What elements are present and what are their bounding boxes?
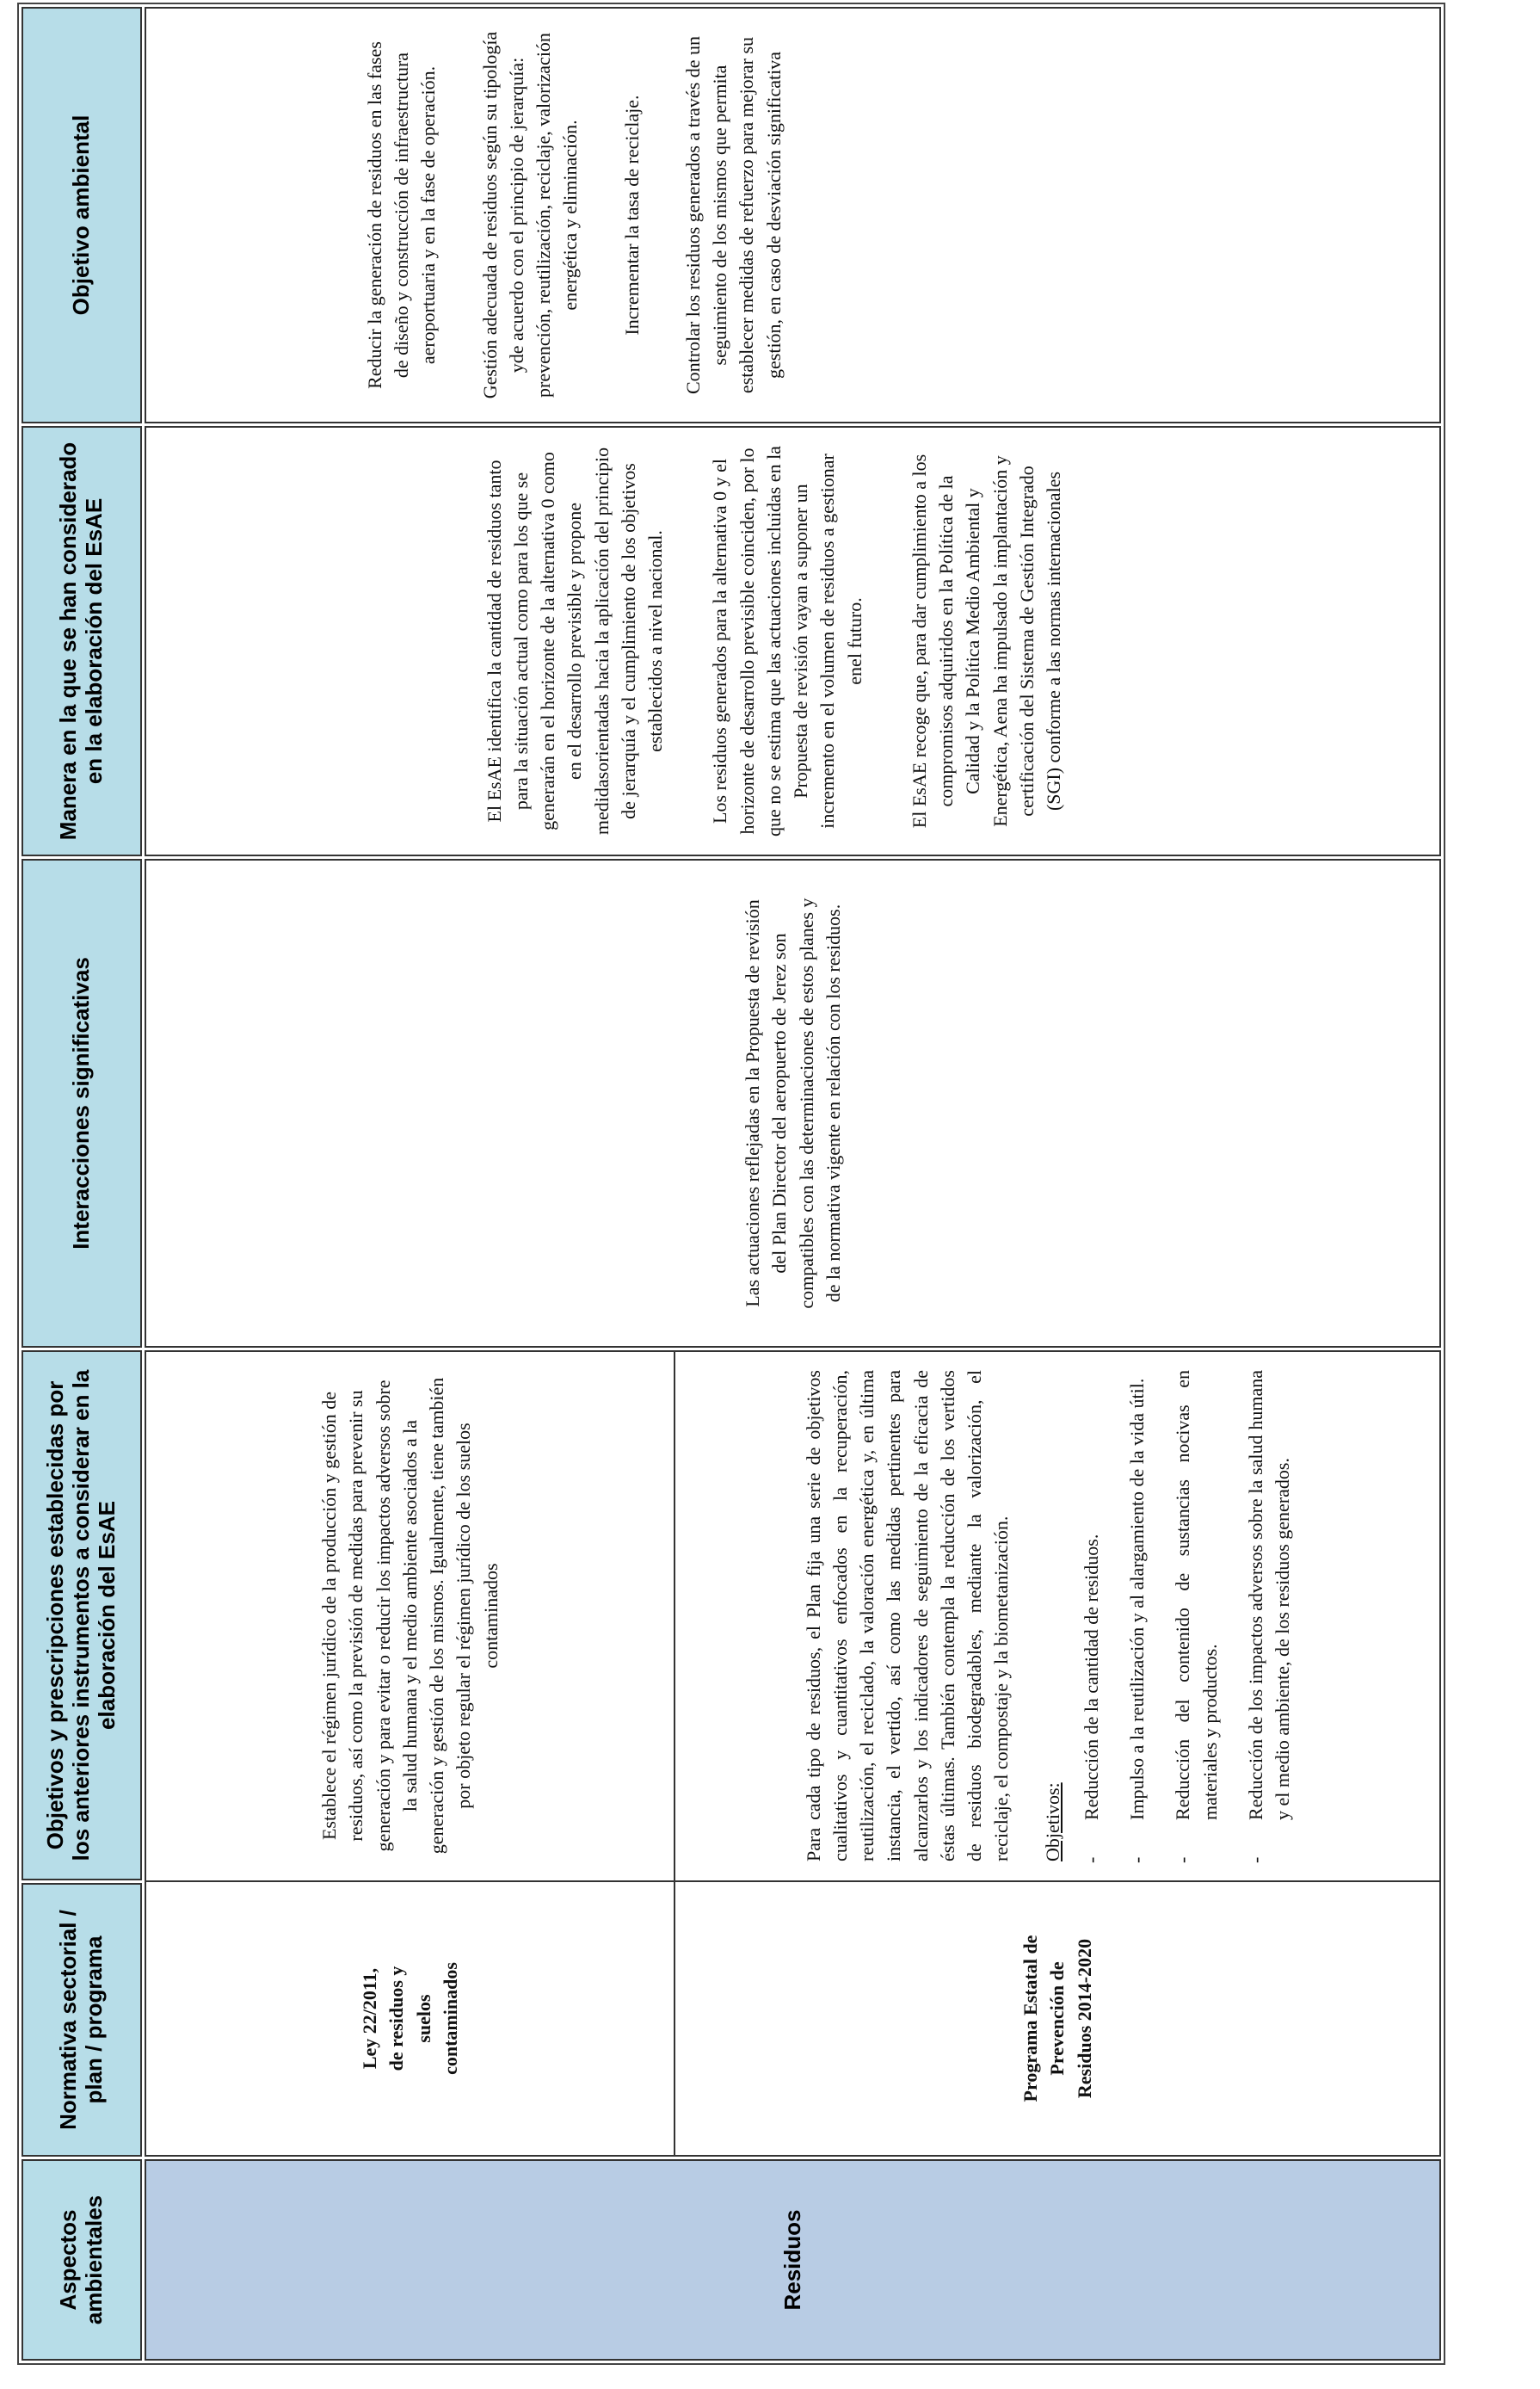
aspect-label: Residuos: [779, 2209, 805, 2311]
header-normativa: Normativa sectorial / plan / programa: [22, 1883, 142, 2157]
program-description: Para cada tipo de residuos, el Plan fija una serie de objetivos cualitativos y cuantitativos enfocados en la recuperación, reutilización, el reciclado, la valoración energética y, en última instancia, el vertido, así como las medidas pertinentes para alcanzarlos y los indicadores de seguimiento de la eficacia de éstas últimas. También contempla la reducción de los vertidos de residuos biodegradables, mediante la valorización, el reciclaje, el compostaje y la biometanización.: [802, 1370, 1013, 1861]
residuos-row: [145, 7, 1441, 2361]
manera-cell: [145, 426, 1441, 856]
objetivo-item: Reducir la generación de residuos en las fases de diseño y construcción de infraestructura aeroportuaria y en la fase de operación.: [364, 41, 440, 389]
laws-container: [145, 1350, 1441, 2157]
law-name-cell: [146, 1881, 675, 2155]
environmental-aspects-table: [17, 3, 1445, 2365]
laws-subtable: [146, 1351, 1439, 2155]
program-description-cell: [675, 1351, 1439, 1881]
header-interacciones: Interacciones significativas: [22, 859, 142, 1348]
objetivo-ambiental-cell: [145, 7, 1441, 423]
objective-item: - Reducción del contenido de sustancias nocivas en materiales y productos.: [1169, 1370, 1223, 1820]
law-description-cell: [146, 1351, 675, 1881]
objective-item: - Impulso a la reutilización y al alargamiento de la vida útil.: [1124, 1370, 1150, 1820]
header-objetivos: Objetivos y prescripciones establecidas por los anteriores instrumentos a considerar en la elaboración del EsAE: [22, 1350, 142, 1880]
law-row: [146, 1351, 675, 2155]
law-description: Establece el régimen jurídico de la producción y gestión de residuos, así como la previsión de medidas para prevenir su generación y para evitar o reducir los impactos adversos sobre la salud humana y el medio ambiente asociados a la generación y gestión de los mismos. Igualmente, tiene también por objeto regular el régimen jurídico de los suelos contaminados: [318, 1377, 502, 1855]
objective-item: - Reducción de la cantidad de residuos.: [1078, 1370, 1105, 1820]
objectives-list: [1078, 1351, 1296, 1880]
environmental-aspects-table-page: [17, 12, 1445, 2365]
program-name: Programa Estatal de Prevención de Residuos 2014-2020: [1019, 1935, 1095, 2102]
manera-paragraph: El EsAE recoge que, para dar cumplimiento a los compromisos adquiridos en la Política de la Calidad y la Política Medio Ambiental y Energética, Aena ha impulsado la implantación y certificación del Sistema de Gestión Integrado (SGI) conforme a las normas internacionales: [908, 454, 1064, 829]
manera-paragraph: El EsAE identifica la cantidad de residuos tanto para la situación actual como para los que se generarán en el horizonte de la alternativa 0 como en el desarrollo previsible y propone medidasorientadas hacia la aplicación del principio de jerarquía y el cumplimiento de los objetivos establecidos a nivel nacional.: [483, 447, 667, 836]
law-name: Ley 22/2011, de residuos y suelos contaminados: [359, 1962, 461, 2075]
interacciones-text: Las actuaciones reflejadas en la Propuesta de revisión del Plan Director del aeropuerto de Jerez son compatibles con las determinaciones de estos planes y de la normativa vigente en relación con los residuos.: [742, 898, 844, 1309]
table-header-row: [22, 7, 142, 2361]
program-objectives-block: [1039, 1351, 1066, 1880]
aspect-cell: [145, 2159, 1441, 2361]
program-name-cell: [675, 1881, 1439, 2155]
program-row: [675, 1351, 1439, 2155]
objective-item: - Reducción de los impactos adversos sobre la salud humana y el medio ambiente, de los residuos generados.: [1242, 1370, 1296, 1820]
manera-paragraph: Los residuos generados para la alternativa 0 y el horizonte de desarrollo previsible coinciden, por lo que no se estima que las actuaciones incluidas en la Propuesta de revisión vayan a suponer un incremento en el volumen de residuos a gestionar enel futuro.: [709, 446, 865, 836]
header-manera: Manera en la que se han considerado en la elaboración del EsAE: [22, 426, 142, 856]
objetivo-item: Incrementar la tasa de reciclaje.: [620, 95, 643, 336]
header-objetivo-ambiental: Objetivo ambiental: [22, 7, 142, 423]
interacciones-cell: [145, 859, 1441, 1348]
objetivo-item: Controlar los residuos generados a través de un seguimiento de los mismos que permita establecer medidas de refuerzo para mejorar su gestión, en caso de desviación significativa: [681, 35, 785, 395]
header-aspectos: Aspectos ambientales: [22, 2159, 142, 2361]
objetivo-item: Gestión adecuada de residuos según su tipología yde acuerdo con el principio de jerarquía: prevención, reutilización, reciclaje, valorización energética y eliminación.: [478, 31, 582, 399]
objectives-heading: Objetivos:: [1041, 1782, 1063, 1861]
